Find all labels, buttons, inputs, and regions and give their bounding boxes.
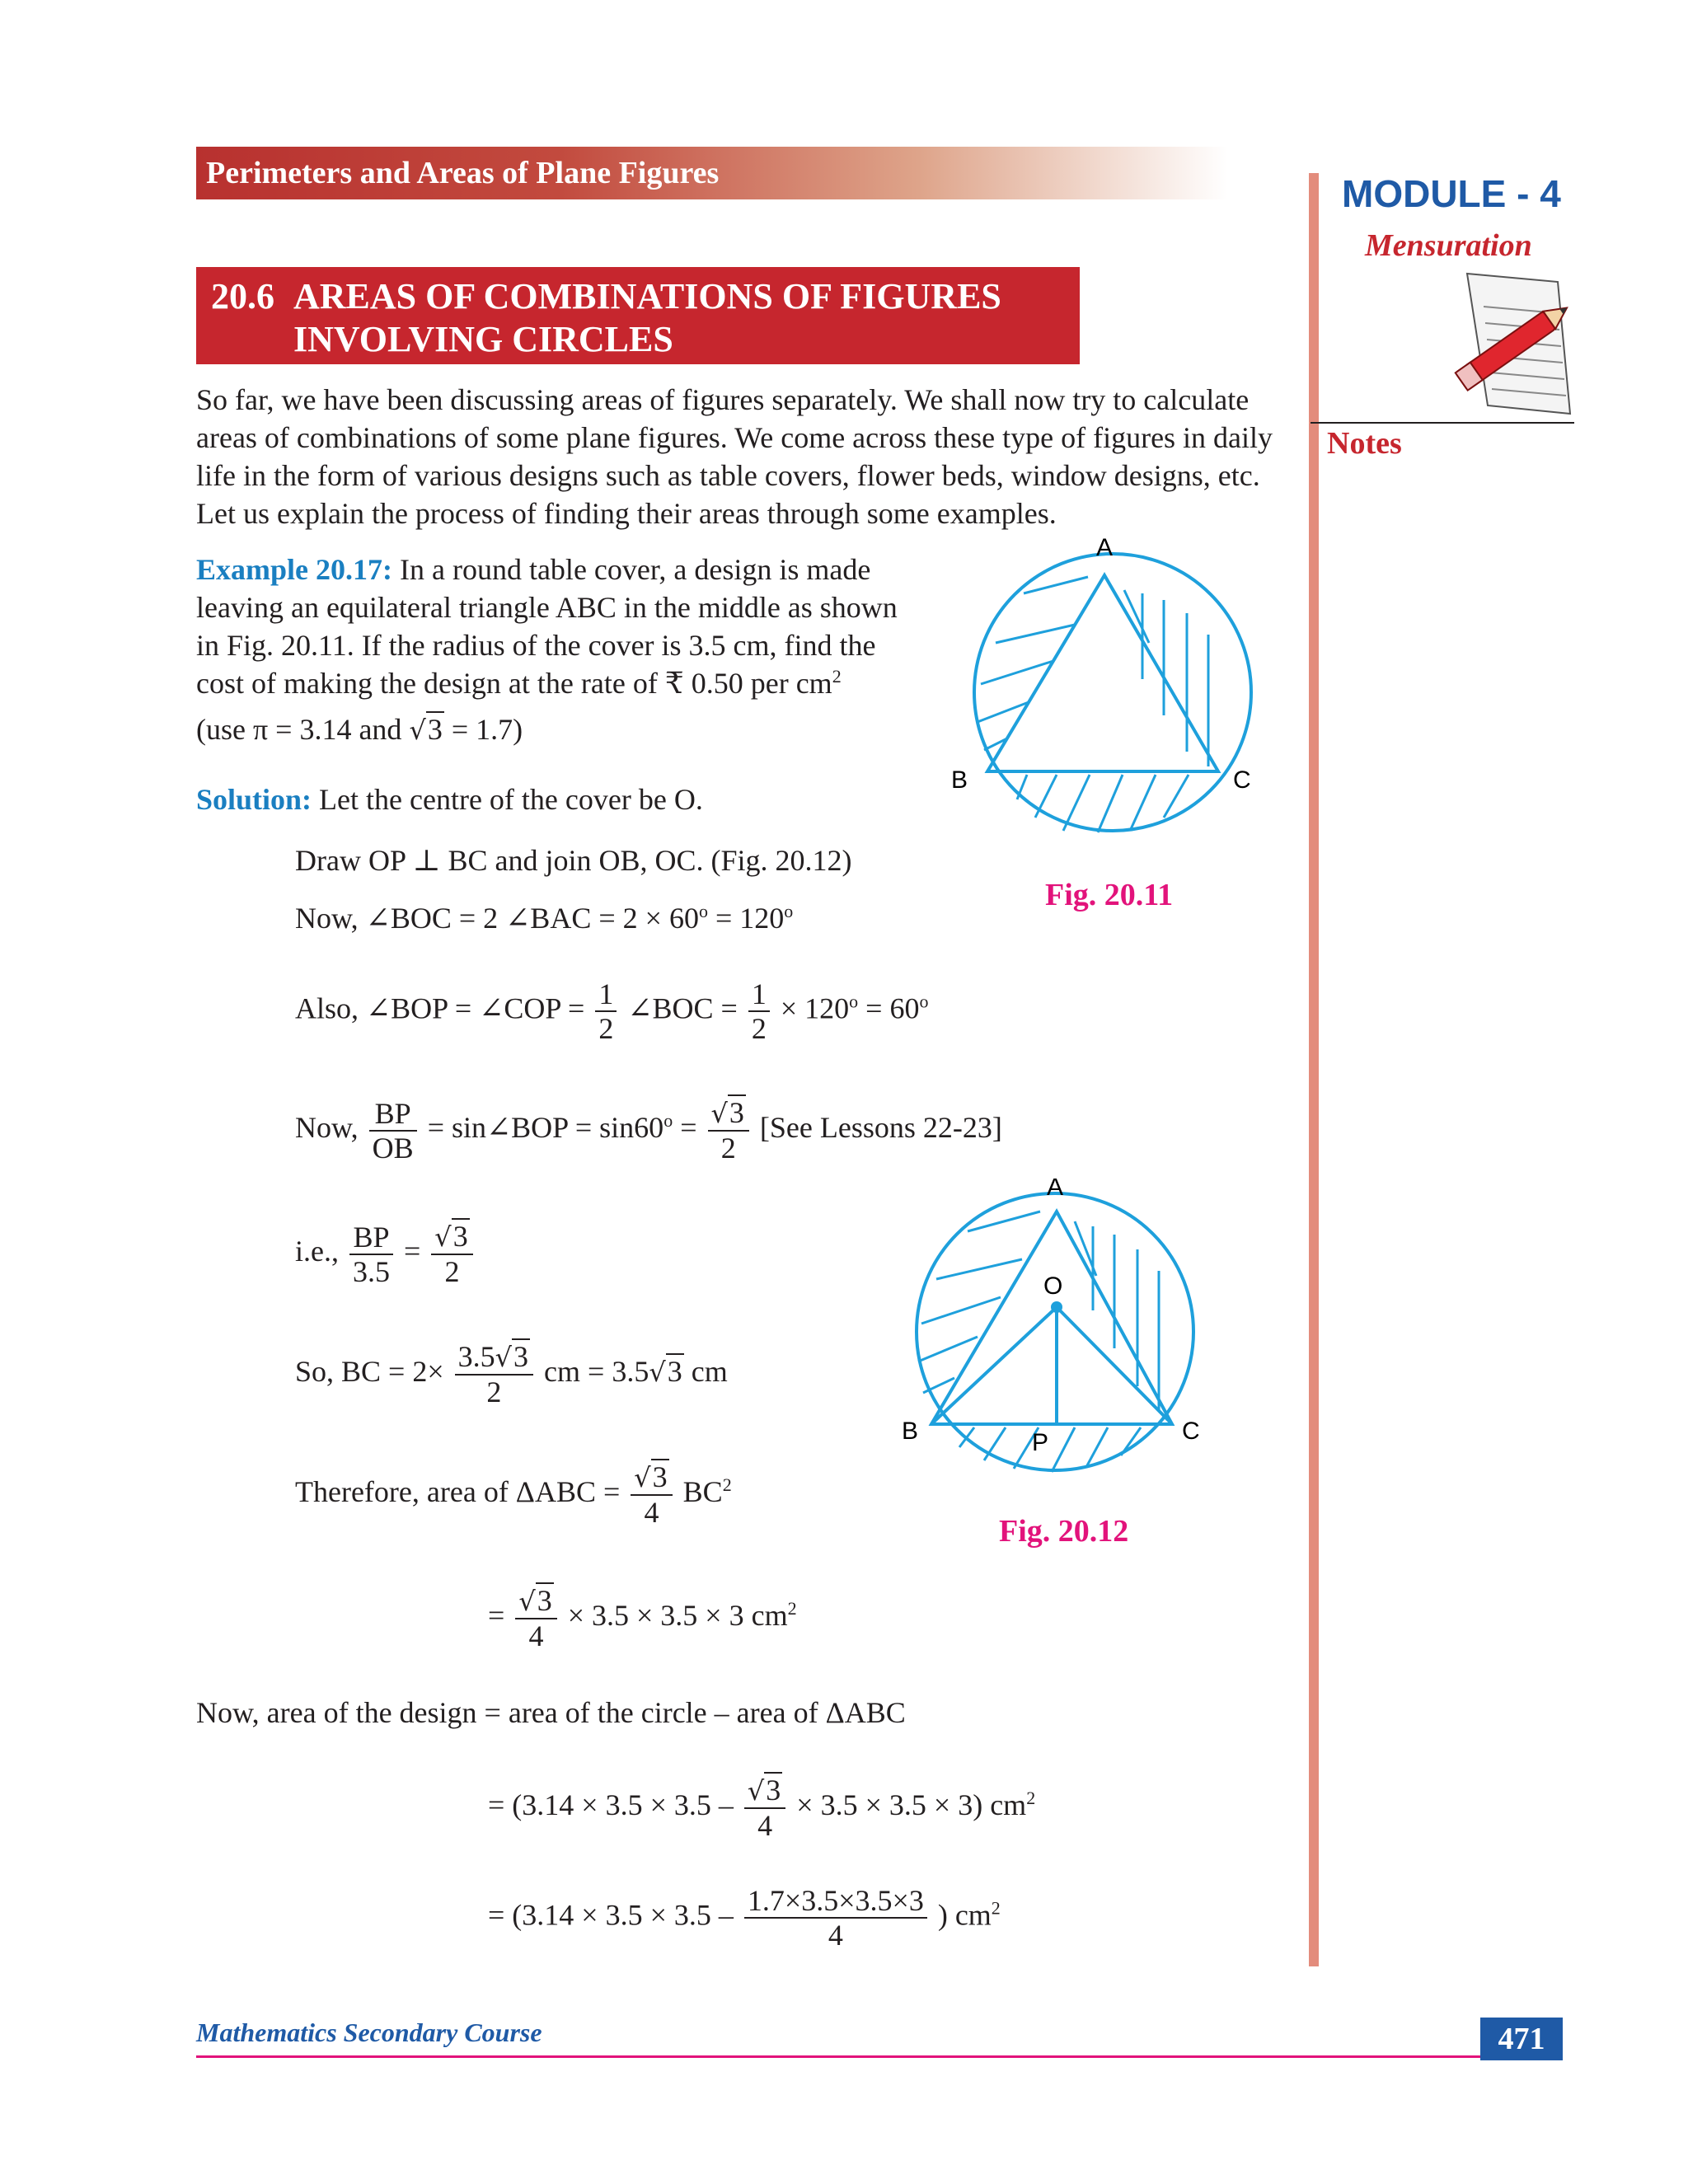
- footer-rule: [196, 2055, 1480, 2058]
- chapter-title: Perimeters and Areas of Plane Figures: [206, 156, 720, 190]
- fraction: $\frac{√3}{4}$: [744, 1774, 785, 1842]
- step-5: i.e., $\frac{BP}{3.5}$ = $\frac{√3}{2}$: [295, 1220, 476, 1288]
- section-heading: [196, 267, 1080, 364]
- fraction: $\frac{BP}{3.5}$: [349, 1221, 393, 1288]
- fraction: $\frac{√3}{2}$: [431, 1220, 472, 1288]
- intro-line: So far, we have been discussing areas of figures separately. We shall now try to calculate: [196, 383, 1250, 416]
- segment-ob: [931, 1307, 1057, 1424]
- footer-course: Mathematics Secondary Course: [196, 2018, 542, 2047]
- vertex-label-a: A: [1096, 534, 1114, 561]
- intro-paragraph: [196, 381, 1276, 532]
- triangle-abc: [987, 575, 1218, 771]
- vertex-label-a: A: [1047, 1179, 1064, 1201]
- subject-label: Mensuration: [1365, 228, 1532, 263]
- example-block: [196, 551, 905, 749]
- centre-point: [1051, 1301, 1062, 1313]
- fraction: $\frac{1}{2}$: [595, 977, 617, 1045]
- solution-text: Let the centre of the cover be O.: [319, 783, 703, 816]
- step-4: Now, $\frac{BP}{OB}$ = sin∠BOP = $\sin 60^o$ = $\frac{√3}{2}$ [See Lessons 22-23]: [295, 1096, 1002, 1165]
- margin-bar: [1309, 173, 1319, 1966]
- example-label: Example 20.17:: [196, 553, 392, 586]
- vertex-label-b: B: [902, 1418, 919, 1445]
- fraction: $\frac{√3}{2}$: [708, 1096, 749, 1165]
- point-label-p: P: [1032, 1429, 1049, 1456]
- example-text: cost of making the design at the rate of ₹ 0.50 per cm: [196, 667, 832, 700]
- intro-line: Let us explain the process of finding their areas through some examples.: [196, 497, 1057, 530]
- example-text: In a round table cover, a design is made: [400, 553, 871, 586]
- vertex-label-b: B: [951, 766, 968, 794]
- section-number: 20.6: [211, 276, 274, 316]
- solution-line: [196, 781, 703, 818]
- superscript: 2: [832, 666, 842, 687]
- example-text: in Fig. 20.11. If the radius of the cover is 3.5 cm, find the: [196, 629, 876, 662]
- example-text: leaving an equilateral triangle ABC in the middle as shown: [196, 591, 898, 624]
- figure-caption-20-11: Fig. 20.11: [1045, 878, 1174, 912]
- point-label-o: O: [1043, 1272, 1063, 1300]
- step-3: Also, ∠BOP = ∠COP = $\frac{1}{2}$ ∠BOC = $\frac{1}{2}$ × $120^o = 60^o$: [295, 977, 929, 1045]
- step-6: So, BC = 2× $\frac{3.5√3}{2}$ cm = 3.5√3 cm: [295, 1340, 728, 1408]
- sqrt-expression: √3: [409, 713, 443, 746]
- fraction: $\frac{√3}{4}$: [631, 1460, 672, 1529]
- step-1: Draw OP ⊥ BC and join OB, OC. (Fig. 20.12): [295, 844, 852, 877]
- vertex-label-c: C: [1233, 766, 1251, 794]
- step-8: = $\frac{√3}{4}$ × 3.5 × 3.5 × 3 $cm^2$: [488, 1584, 797, 1652]
- vertex-label-c: C: [1182, 1418, 1200, 1445]
- figure-20-12: [898, 1179, 1228, 1508]
- fraction: $\frac{1.7\times 3.5\times 3.5\times 3}{4}$: [744, 1884, 927, 1952]
- step-10: = (3.14 × 3.5 × 3.5 – $\frac{√3}{4}$ × 3.5 × 3.5 × 3) $cm^2$: [488, 1774, 1036, 1842]
- example-text: = 1.7): [451, 713, 523, 746]
- page-number: 471: [1480, 2018, 1563, 2060]
- intro-line: areas of combinations of some plane figures. We come across these type of figures in daily: [196, 421, 1273, 454]
- intro-line: life in the form of various designs such as table covers, flower beds, window designs, etc.: [196, 459, 1260, 492]
- solution-label: Solution:: [196, 783, 312, 816]
- notes-pencil-icon: [1418, 257, 1582, 422]
- fraction: $\frac{BP}{OB}$: [369, 1097, 417, 1165]
- step-9: Now, area of the design = area of the circle – area of ΔABC: [196, 1696, 906, 1729]
- notes-divider: [1311, 422, 1574, 424]
- figure-20-11: [948, 527, 1278, 857]
- cover-circle: [974, 554, 1251, 831]
- fraction: $\frac{1}{2}$: [748, 977, 770, 1045]
- notes-label: Notes: [1327, 426, 1402, 461]
- example-text: (use π = 3.14 and: [196, 713, 402, 746]
- fraction: $\frac{3.5√3}{2}$: [455, 1340, 533, 1408]
- step-7: Therefore, area of ΔABC = $\frac{√3}{4}$ $BC^2$: [295, 1460, 732, 1529]
- module-label: MODULE - 4: [1342, 172, 1561, 215]
- fraction: $\frac{√3}{4}$: [515, 1584, 556, 1652]
- section-title-line2: INVOLVING CIRCLES: [293, 319, 673, 359]
- section-title-line1: AREAS OF COMBINATIONS OF FIGURES: [293, 276, 1001, 316]
- figure-caption-20-12: Fig. 20.12: [999, 1514, 1129, 1549]
- step-11: = (3.14 × 3.5 × 3.5 – $\frac{1.7\times 3.5\times 3.5\times 3}{4}$ ) $cm^2$: [488, 1884, 1001, 1952]
- step-2: Now, ∠BOC = 2 ∠BAC = $2 \times 60^o = 120^o$: [295, 901, 794, 935]
- hatch-lines: [978, 577, 1208, 832]
